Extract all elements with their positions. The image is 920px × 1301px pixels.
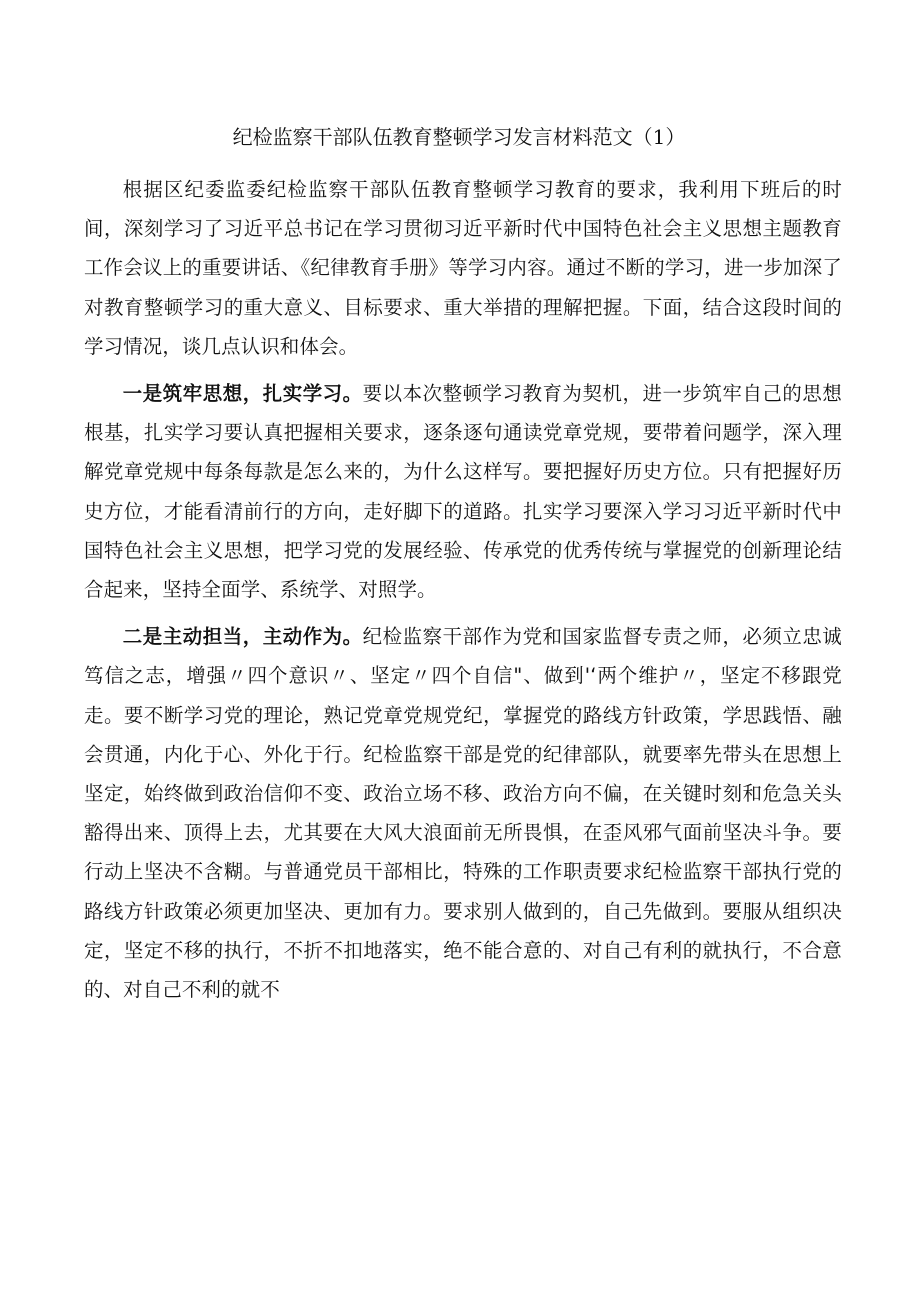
paragraph-intro [84, 170, 842, 366]
paragraph-point-one [84, 374, 842, 609]
paragraph-intro-text: 根据区纪委监委纪检监察干部队伍教育整顿学习教育的要求，我利用下班后的时间，深刻学习了习近平总书记在学习贯彻习近平新时代中国特色社会主义思想主题教育工作会议上的重要讲话、《纪律教育手册》等学习内容。通过不断的学习，进一步加深了对教育整顿学习的重大意义、目标要求、重大举措的理解把握。下面，结合这段时间的学习情况，谈几点认识和体会。 [84, 178, 842, 358]
paragraph-point-two-text: 纪检监察干部作为党和国家监督专责之师，必须立忠诚笃信之志，增强〃四个意识〃、坚定〃四个自信"、做到'‘两个维护〃，坚定不移跟党走。要不断学习党的理论，熟记党章党规党纪，掌握党的路线方针政策，学思践悟、融会贯通，内化于心、外化于行。纪检监察干部是党的纪律部队，就要率先带头在思想上坚定，始终做到政治信仰不变、政治立场不移、政治方向不偏，在关键时刻和危急关头豁得出来、顶得上去，尤其要在大风大浪面前无所畏惧，在歪风邪气面前坚决斗争。要行动上坚决不含糊。与普通党员干部相比，特殊的工作职责要求纪检监察干部执行党的路线方针政策必须更加坚决、更加有力。要求别人做到的，自己先做到。要服从组织决定，坚定不移的执行，不折不扣地落实，绝不能合意的、对自己有利的就执行，不合意的、对自己不利的就不 [84, 625, 842, 1002]
paragraph-point-one-heading: 一是筑牢思想，扎实学习。 [122, 382, 363, 406]
paragraph-point-two [84, 617, 842, 1009]
paragraph-point-one-text: 要以本次整顿学习教育为契机，进一步筑牢自己的思想根基，扎实学习要认真把握相关要求，逐条逐句通读党章党规，要带着问题学，深入理解党章党规中每条每款是怎么来的，为什么这样写。要把握好历史方位。只有把握好历史方位，才能看清前行的方向，走好脚下的道路。扎实学习要深入学习习近平新时代中国特色社会主义思想，把学习党的发展经验、传承党的优秀传统与掌握党的创新理论结合起来，坚持全面学、系统学、对照学。 [84, 382, 842, 602]
paragraph-point-two-heading: 二是主动担当，主动作为。 [122, 625, 363, 649]
document-title: 纪检监察干部队伍教育整顿学习发言材料范文（1） [232, 125, 686, 149]
